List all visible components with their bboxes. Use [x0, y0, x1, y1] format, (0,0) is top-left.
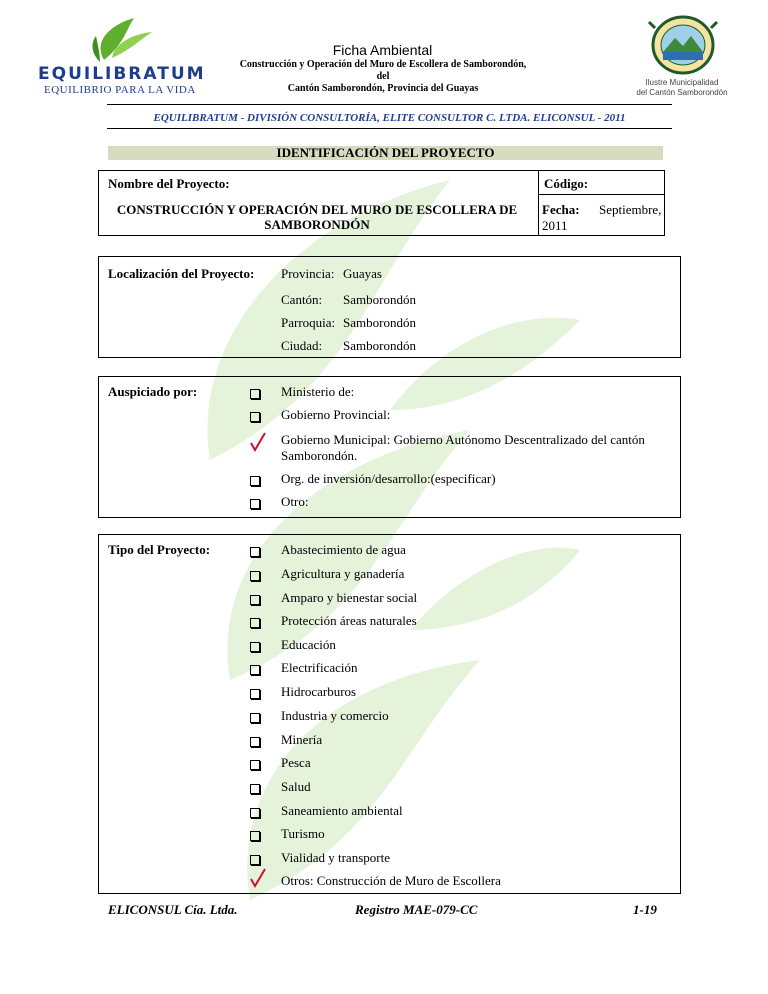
- date-value-month: Septiembre,: [599, 202, 662, 217]
- consultancy-line: EQUILIBRATUM - DIVISIÓN CONSULTORÍA, ELITE CONSULTOR C. LTDA. ELICONSUL - 2011: [153, 112, 626, 124]
- checkbox-empty[interactable]: [250, 642, 260, 652]
- checkmark-icon[interactable]: [250, 868, 266, 888]
- canton-key: Cantón:: [281, 292, 323, 307]
- type-item: Turismo: [281, 826, 325, 841]
- checkbox-empty[interactable]: [250, 547, 260, 557]
- checkmark-icon[interactable]: [250, 432, 266, 452]
- type-item: Electrificación: [281, 660, 358, 675]
- code-divider: [538, 170, 539, 235]
- sponsor-item-checked-cont: Samborondón.: [281, 448, 358, 463]
- parish-value: Samborondón: [343, 315, 416, 330]
- canton-value: Samborondón: [343, 292, 416, 307]
- checkbox-empty[interactable]: [250, 476, 260, 486]
- location-label: Localización del Proyecto:: [108, 266, 255, 281]
- checkbox-empty[interactable]: [250, 412, 260, 422]
- code-label: Código:: [544, 176, 589, 191]
- checkbox-empty[interactable]: [250, 389, 260, 399]
- checkbox-empty[interactable]: [250, 571, 260, 581]
- type-item: Minería: [281, 732, 323, 747]
- province-key: Provincia:: [281, 266, 335, 281]
- municipality-name: Ilustre Municipalidad del Cantón Samborondón: [636, 78, 728, 97]
- footer-page-number: 1-19: [633, 902, 657, 917]
- type-item: Pesca: [281, 755, 311, 770]
- equilibratum-logo: [34, 14, 244, 94]
- parish-key: Parroquia:: [281, 315, 336, 330]
- code-date-divider: [538, 194, 664, 195]
- footer-company: ELICONSUL Cía. Ltda.: [108, 902, 238, 917]
- document-title: Ficha Ambiental: [332, 42, 433, 58]
- header-rule-top: [107, 104, 672, 105]
- project-name-label: Nombre del Proyecto:: [108, 176, 230, 191]
- type-item: Industria y comercio: [281, 708, 389, 723]
- checkbox-empty[interactable]: [250, 499, 260, 509]
- checkbox-empty[interactable]: [250, 665, 260, 675]
- checkbox-empty[interactable]: [250, 784, 260, 794]
- type-item-checked: Otros: Construcción de Muro de Escollera: [281, 873, 501, 888]
- sponsor-item-checked: Gobierno Municipal: Gobierno Autónomo Descentralizado del cantón: [281, 432, 645, 447]
- project-name-value: CONSTRUCCIÓN Y OPERACIÓN DEL MURO DE ESCOLLERA DE SAMBORONDÓN: [116, 202, 518, 232]
- checkbox-empty[interactable]: [250, 713, 260, 723]
- document-subtitle: Construcción y Operación del Muro de Escollera de Samborondón, del Cantón Samborondón, Provincia del Guayas: [239, 59, 527, 94]
- org-name: EQUILIBRATUM: [38, 64, 206, 84]
- checkbox-empty[interactable]: [250, 808, 260, 818]
- sponsor-item: Otro:: [281, 494, 309, 509]
- sponsor-item: Ministerio de:: [281, 384, 355, 399]
- type-item: Abastecimiento de agua: [281, 542, 406, 557]
- type-item: Protección áreas naturales: [281, 613, 417, 628]
- type-item: Salud: [281, 779, 311, 794]
- project-type-label: Tipo del Proyecto:: [108, 542, 211, 557]
- type-item: Agricultura y ganadería: [281, 566, 405, 581]
- city-key: Ciudad:: [281, 338, 323, 353]
- footer-registry: Registro MAE-079-CC: [355, 902, 478, 917]
- date-label: Fecha:: [542, 202, 580, 217]
- type-item: Educación: [281, 637, 336, 652]
- city-value: Samborondón: [343, 338, 416, 353]
- checkbox-empty[interactable]: [250, 737, 260, 747]
- sponsor-item: Org. de inversión/desarrollo:(especificar): [281, 471, 496, 486]
- checkbox-empty[interactable]: [250, 831, 260, 841]
- project-type-box: [98, 534, 681, 894]
- header-rule-bottom: [107, 128, 672, 129]
- org-tagline: EQUILIBRIO PARA LA VIDA: [44, 84, 196, 96]
- type-item: Amparo y bienestar social: [281, 590, 418, 605]
- sponsor-label: Auspiciado por:: [108, 384, 198, 399]
- checkbox-empty[interactable]: [250, 855, 260, 865]
- section-title: IDENTIFICACIÓN DEL PROYECTO: [108, 146, 663, 160]
- checkbox-empty[interactable]: [250, 689, 260, 699]
- sponsor-item: Gobierno Provincial:: [281, 407, 391, 422]
- province-value: Guayas: [343, 266, 382, 281]
- date-value-year: 2011: [542, 218, 568, 233]
- type-item: Saneamiento ambiental: [281, 803, 403, 818]
- checkbox-empty[interactable]: [250, 760, 260, 770]
- checkbox-empty[interactable]: [250, 595, 260, 605]
- checkbox-empty[interactable]: [250, 618, 260, 628]
- type-item: Hidrocarburos: [281, 684, 357, 699]
- type-item: Vialidad y transporte: [281, 850, 390, 865]
